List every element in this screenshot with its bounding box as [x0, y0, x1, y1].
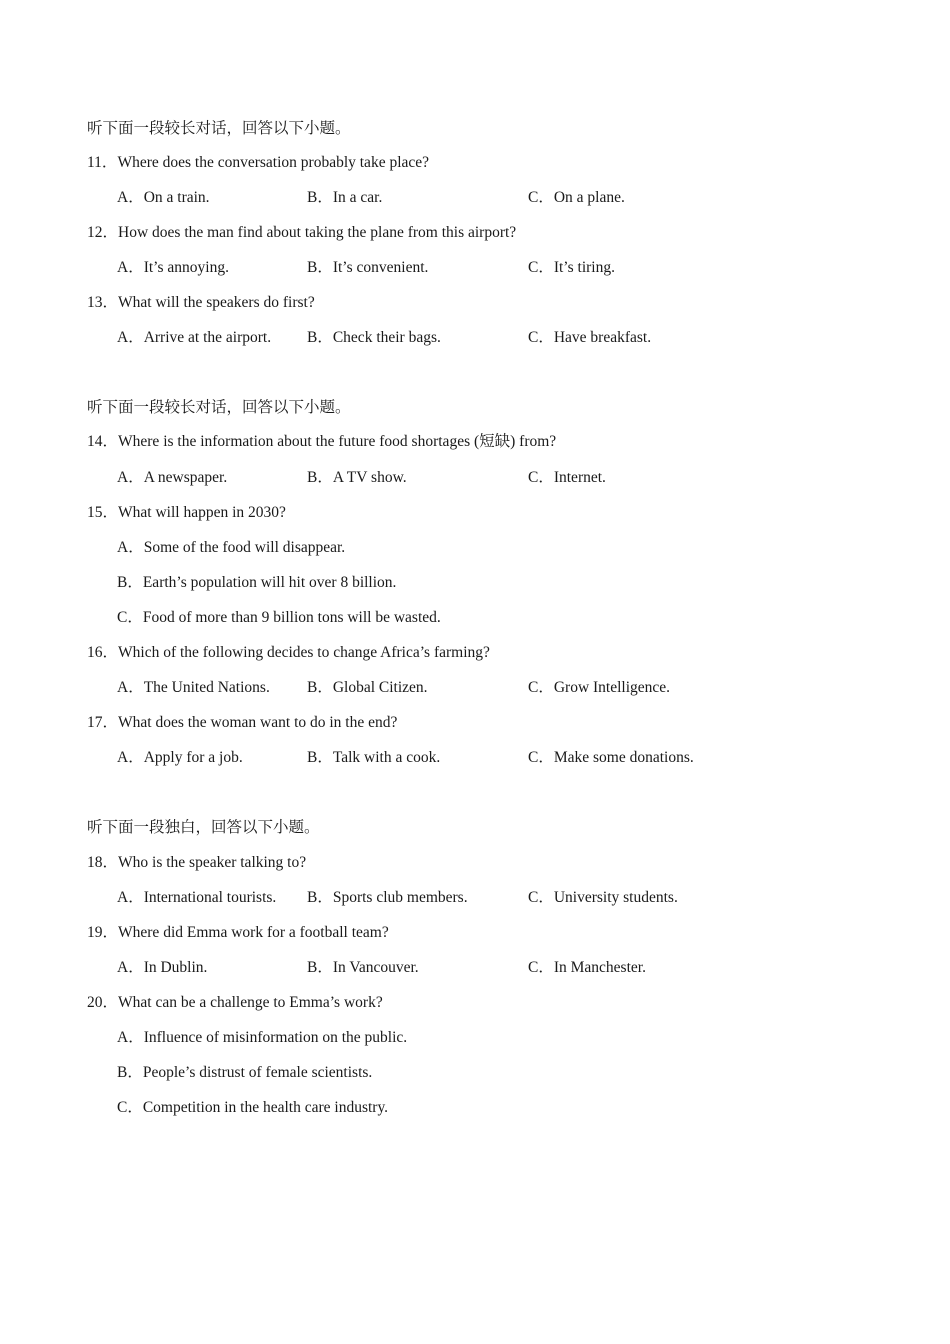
question-number: 12．	[87, 224, 119, 241]
option-text: Food of more than 9 billion tons will be wasted.	[142, 609, 441, 626]
option-text: The United Nations.	[143, 679, 270, 696]
option-label: A．	[117, 329, 144, 346]
option-label: C．	[528, 329, 554, 346]
question-text: Who is the speaker talking to?	[118, 854, 307, 871]
option-17-b[interactable]	[307, 748, 440, 768]
question-text: Where is the information about the future food shortages (短缺) from?	[118, 433, 557, 450]
option-12-b[interactable]	[307, 258, 428, 278]
question-18	[87, 853, 306, 873]
question-13	[87, 293, 315, 313]
question-number: 17．	[87, 714, 119, 731]
option-text: A newspaper.	[143, 469, 228, 486]
option-label: A．	[117, 959, 144, 976]
option-16-a[interactable]	[117, 678, 270, 698]
question-20	[87, 993, 383, 1013]
option-text: Grow Intelligence.	[553, 679, 671, 696]
question-number: 18．	[87, 854, 119, 871]
option-15-b[interactable]	[117, 573, 396, 593]
option-label: C．	[528, 889, 554, 906]
option-label: C．	[528, 679, 554, 696]
option-text: In a car.	[332, 189, 383, 206]
option-16-c[interactable]	[528, 678, 670, 698]
option-text: Competition in the health care industry.	[142, 1099, 389, 1116]
question-17	[87, 713, 397, 733]
option-11-b[interactable]	[307, 188, 382, 208]
option-label: B．	[307, 469, 333, 486]
option-label: A．	[117, 679, 144, 696]
option-13-a[interactable]	[117, 328, 271, 348]
option-label: A．	[117, 259, 144, 276]
option-text: Check their bags.	[332, 329, 441, 346]
option-label: B．	[307, 329, 333, 346]
question-text: What will the speakers do first?	[118, 294, 315, 311]
option-text: Apply for a job.	[143, 749, 243, 766]
option-12-a[interactable]	[117, 258, 229, 278]
option-text: It’s annoying.	[143, 259, 229, 276]
question-number: 11．	[87, 154, 118, 171]
option-15-a[interactable]	[117, 538, 345, 558]
option-20-c[interactable]	[117, 1098, 388, 1118]
option-14-a[interactable]	[117, 468, 227, 488]
option-label: B．	[307, 959, 333, 976]
option-text: It’s tiring.	[553, 259, 615, 276]
option-text: Influence of misinformation on the public.	[143, 1029, 408, 1046]
option-17-c[interactable]	[528, 748, 694, 768]
option-11-c[interactable]	[528, 188, 625, 208]
option-text: Internet.	[553, 469, 606, 486]
option-19-c[interactable]	[528, 958, 646, 978]
option-text: On a train.	[143, 189, 210, 206]
option-label: A．	[117, 469, 144, 486]
question-text: Where did Emma work for a football team?	[118, 924, 389, 941]
option-label: B．	[307, 259, 333, 276]
option-text: Have breakfast.	[553, 329, 652, 346]
question-text: What will happen in 2030?	[118, 504, 286, 521]
option-18-a[interactable]	[117, 888, 276, 908]
option-20-b[interactable]	[117, 1063, 372, 1083]
option-label: C．	[117, 609, 143, 626]
option-text: In Dublin.	[143, 959, 208, 976]
option-label: B．	[307, 889, 333, 906]
option-18-c[interactable]	[528, 888, 678, 908]
question-number: 15．	[87, 504, 119, 521]
option-text: On a plane.	[553, 189, 625, 206]
question-text: How does the man find about taking the plane from this airport?	[118, 224, 517, 241]
option-19-b[interactable]	[307, 958, 419, 978]
option-text: In Vancouver.	[332, 959, 419, 976]
question-number: 16．	[87, 644, 119, 661]
question-number: 20．	[87, 994, 119, 1011]
option-text: Arrive at the airport.	[143, 329, 272, 346]
option-label: B．	[307, 679, 333, 696]
option-14-c[interactable]	[528, 468, 606, 488]
option-text: Earth’s population will hit over 8 billion.	[142, 574, 397, 591]
option-label: C．	[528, 189, 554, 206]
option-label: B．	[117, 574, 143, 591]
option-text: In Manchester.	[553, 959, 646, 976]
option-label: C．	[528, 259, 554, 276]
option-20-a[interactable]	[117, 1028, 407, 1048]
option-label: B．	[307, 189, 333, 206]
question-14	[87, 432, 556, 452]
option-label: B．	[307, 749, 333, 766]
option-text: Talk with a cook.	[332, 749, 441, 766]
option-text: International tourists.	[143, 889, 277, 906]
option-18-b[interactable]	[307, 888, 468, 908]
option-text: Make some donations.	[553, 749, 694, 766]
option-15-c[interactable]	[117, 608, 441, 628]
section-1-intro: 听下面一段较长对话，回答以下小题。	[87, 120, 351, 137]
question-16	[87, 643, 490, 663]
option-label: C．	[528, 749, 554, 766]
option-label: A．	[117, 539, 144, 556]
option-16-b[interactable]	[307, 678, 428, 698]
option-label: A．	[117, 889, 144, 906]
option-label: A．	[117, 749, 144, 766]
option-13-c[interactable]	[528, 328, 651, 348]
option-text: Global Citizen.	[332, 679, 428, 696]
option-17-a[interactable]	[117, 748, 243, 768]
question-text: What can be a challenge to Emma’s work?	[118, 994, 383, 1011]
option-text: A TV show.	[332, 469, 407, 486]
option-label: C．	[528, 959, 554, 976]
question-text: What does the woman want to do in the end?	[118, 714, 398, 731]
section-2-intro: 听下面一段较长对话，回答以下小题。	[87, 399, 351, 416]
option-label: C．	[117, 1099, 143, 1116]
option-label: A．	[117, 189, 144, 206]
option-text: It’s convenient.	[332, 259, 429, 276]
question-text: Which of the following decides to change Africa’s farming?	[118, 644, 490, 661]
question-19	[87, 923, 389, 943]
option-label: B．	[117, 1064, 143, 1081]
section-3-intro: 听下面一段独白，回答以下小题。	[87, 819, 320, 836]
option-12-c[interactable]	[528, 258, 615, 278]
option-text: Sports club members.	[332, 889, 468, 906]
option-text: Some of the food will disappear.	[143, 539, 346, 556]
option-text: University students.	[553, 889, 678, 906]
option-text: People’s distrust of female scientists.	[142, 1064, 373, 1081]
option-19-a[interactable]	[117, 958, 207, 978]
question-number: 13．	[87, 294, 119, 311]
option-label: A．	[117, 1029, 144, 1046]
question-text: Where does the conversation probably take place?	[117, 154, 430, 171]
question-11	[87, 153, 429, 173]
question-15	[87, 503, 286, 523]
question-number: 19．	[87, 924, 119, 941]
option-label: C．	[528, 469, 554, 486]
option-11-a[interactable]	[117, 188, 210, 208]
option-13-b[interactable]	[307, 328, 441, 348]
question-number: 14．	[87, 433, 119, 450]
option-14-b[interactable]	[307, 468, 407, 488]
question-12	[87, 223, 516, 243]
